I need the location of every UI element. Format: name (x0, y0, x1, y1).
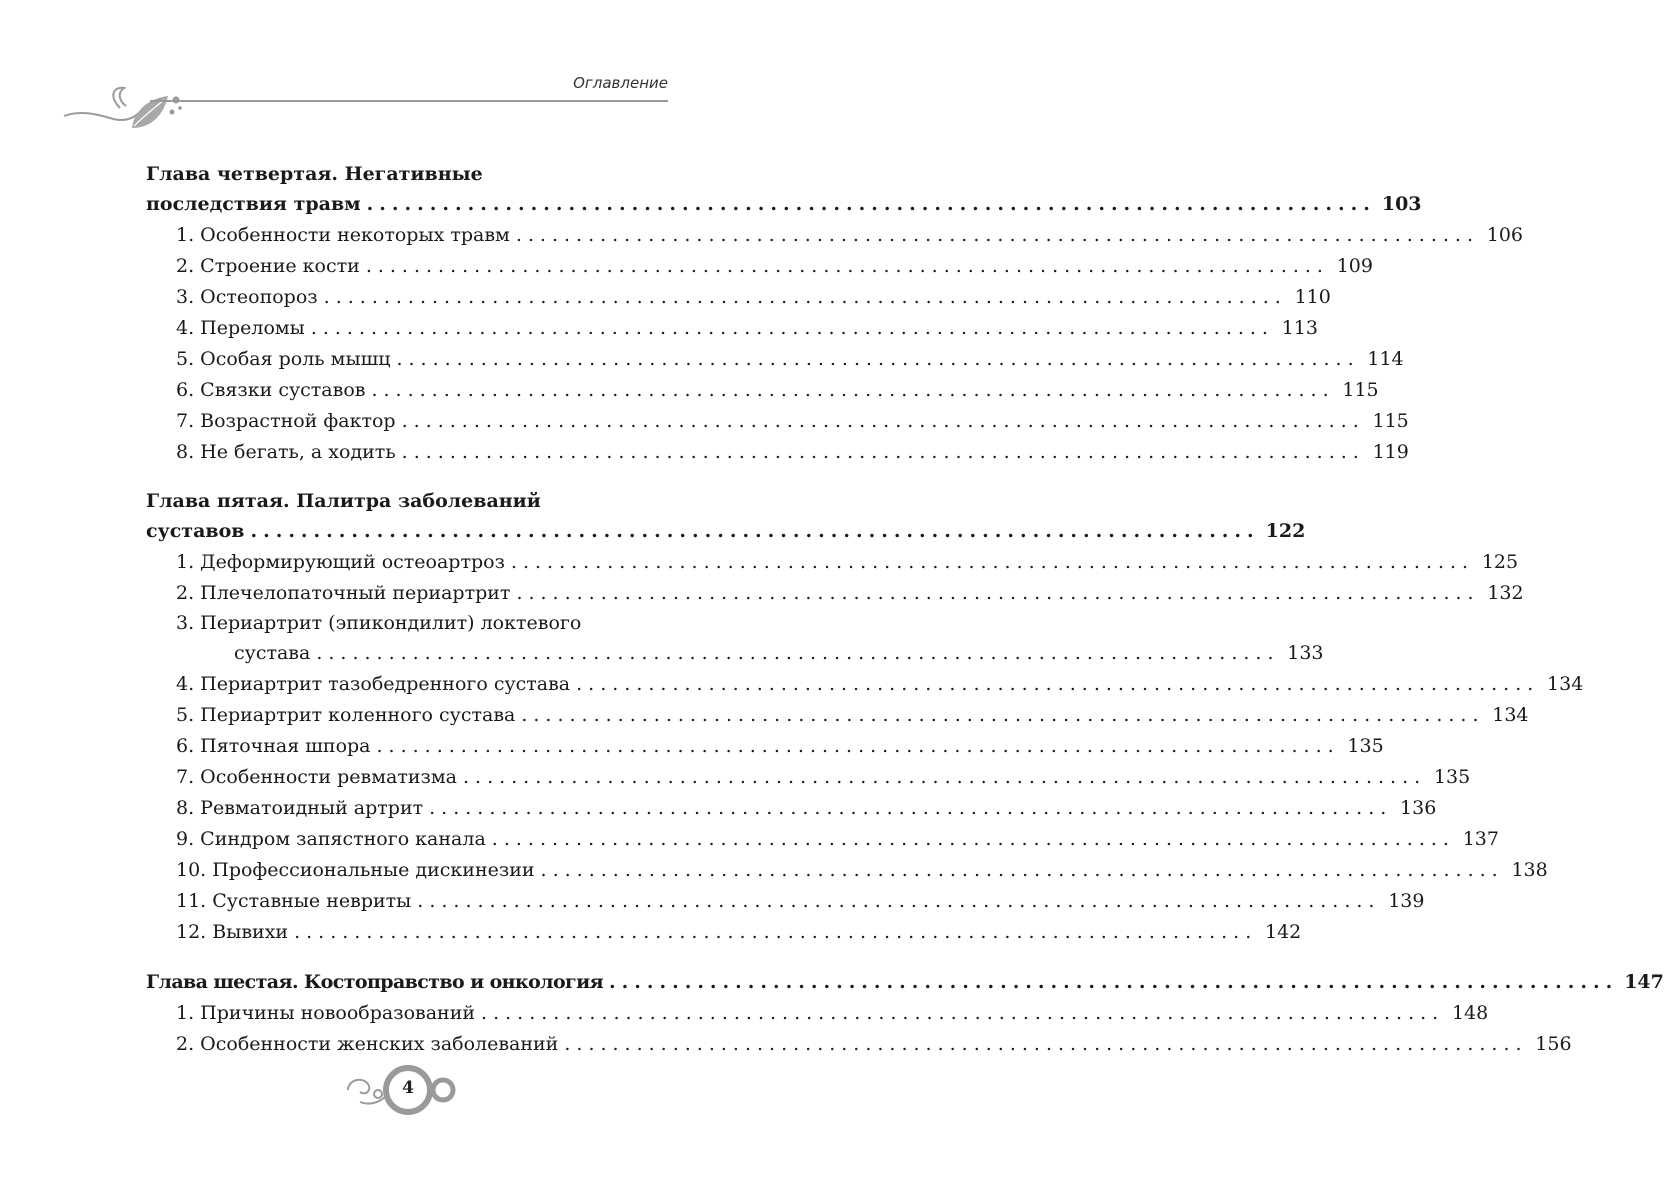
page-number: 135 (1433, 766, 1471, 788)
leader-dots: ................................................................................ (371, 379, 1335, 401)
running-title: Оглавление (573, 74, 668, 92)
page-number: 142 (1265, 921, 1302, 943)
leader-dots: ................................................................................ (429, 797, 1393, 819)
chapter-title-line: Глава шестая. Костоправство и онкология (146, 971, 604, 993)
entry-label: 1. Особенности некоторых травм (176, 224, 510, 246)
leader-dots: ................................................................................ (462, 766, 1427, 788)
leader-dots: ................................................................................ (515, 224, 1479, 246)
page-number: 103 (1381, 193, 1422, 215)
toc-entry[interactable] (146, 437, 1409, 468)
page-number: 138 (1511, 859, 1548, 881)
page-number: 133 (1287, 642, 1324, 664)
entry-label: 11. Суставные невриты (176, 890, 412, 912)
page-number: 106 (1486, 224, 1523, 246)
entry-label: 5. Особая роль мышц (176, 348, 391, 370)
leader-dots: ................................................................................ (401, 441, 1365, 463)
chapter-title[interactable] (146, 967, 1664, 998)
page-number: 110 (1294, 286, 1331, 308)
leader-dots: ................................................................................ (401, 410, 1365, 432)
page-number: 119 (1372, 441, 1409, 463)
entry-label: 10. Профессиональные дискинезии (176, 859, 535, 881)
page-number: 114 (1367, 348, 1404, 370)
toc-entry[interactable] (146, 313, 1318, 344)
toc-entry[interactable] (146, 731, 1384, 762)
table-of-contents (146, 160, 1664, 1079)
chapter-title-line: последствия травм (146, 193, 361, 215)
toc-entry[interactable] (146, 855, 1548, 886)
chapter-5 (146, 487, 1584, 948)
chapter-title[interactable] (146, 160, 1422, 220)
leader-dots: ................................................................................ (294, 921, 1258, 943)
toc-entry[interactable] (146, 886, 1425, 917)
toc-entry[interactable] (146, 793, 1437, 824)
toc-entry[interactable] (146, 282, 1331, 313)
entry-label-continuation: сустава (234, 642, 311, 664)
leader-dots: ................................................................................ (481, 1002, 1445, 1024)
page-number: 139 (1388, 890, 1425, 912)
leader-dots: ................................................................................ (609, 971, 1619, 993)
leader-dots: ................................................................................ (540, 859, 1504, 881)
toc-entry[interactable] (146, 917, 1302, 948)
chapter-6 (146, 967, 1664, 1060)
toc-entry[interactable] (146, 1029, 1572, 1060)
leader-dots: ................................................................................ (576, 673, 1540, 695)
leader-dots: ................................................................................ (366, 193, 1376, 215)
toc-entry[interactable] (146, 547, 1519, 578)
chapter-title-line: суставов (146, 520, 245, 542)
page-number: 148 (1451, 1002, 1489, 1024)
leader-dots: ................................................................................ (510, 551, 1475, 573)
entry-label: 8. Ревматоидный артрит (176, 797, 424, 819)
page-number: 113 (1281, 317, 1318, 339)
leader-dots: ................................................................................ (491, 828, 1455, 850)
toc-entry[interactable] (146, 762, 1471, 793)
page-number: 137 (1462, 828, 1499, 850)
entry-label: 7. Возрастной фактор (176, 410, 396, 432)
chapter-title[interactable] (146, 487, 1306, 547)
leader-dots: ................................................................................ (365, 255, 1329, 277)
page-number: 136 (1400, 797, 1437, 819)
toc-entry[interactable] (146, 406, 1409, 437)
chapter-title-line: Глава пятая. Палитра заболеваний (146, 490, 541, 512)
entry-label: 3. Остеопороз (176, 286, 318, 308)
leader-dots: ................................................................................ (564, 1033, 1528, 1055)
entry-label: 7. Особенности ревматизма (176, 766, 457, 788)
page-number: 132 (1487, 582, 1524, 604)
leader-dots: ................................................................................ (310, 317, 1274, 339)
entry-label: 12. Вывихи (176, 921, 289, 943)
chapter-4 (146, 160, 1523, 468)
leaf-swirl-ornament-icon (60, 80, 200, 140)
entry-label: 1. Деформирующий остеоартроз (176, 551, 505, 573)
entry-label: 3. Периартрит (эпикондилит) локтевого (176, 612, 582, 634)
chapter-title-line: Глава четвертая. Негативные (146, 163, 483, 185)
toc-entry[interactable] (146, 700, 1529, 731)
page-number: 115 (1342, 379, 1379, 401)
toc-entry[interactable] (146, 824, 1499, 855)
page-number: 147 (1624, 971, 1664, 993)
leader-dots: ................................................................................ (250, 520, 1260, 542)
leader-dots: ................................................................................ (521, 704, 1485, 726)
entry-label: 5. Периартрит коленного сустава (176, 704, 516, 726)
leader-dots: ................................................................................ (396, 348, 1360, 370)
leader-dots: ................................................................................ (323, 286, 1287, 308)
leader-dots: ................................................................................ (376, 735, 1340, 757)
entry-label: 2. Строение кости (176, 255, 360, 277)
entry-label: 2. Особенности женских заболеваний (176, 1033, 559, 1055)
page-number: 135 (1347, 735, 1384, 757)
leader-dots: ................................................................................ (417, 890, 1381, 912)
page-number: 115 (1372, 410, 1409, 432)
page-number-footer: 4 (402, 1078, 414, 1098)
header-rule (150, 100, 668, 102)
entry-label: 6. Пяточная шпора (176, 735, 371, 757)
page-number: 156 (1535, 1033, 1572, 1055)
toc-entry[interactable] (146, 375, 1379, 406)
entry-label: 4. Периартрит тазобедренного сустава (176, 673, 571, 695)
leader-dots: ................................................................................ (316, 642, 1280, 664)
page-number: 125 (1481, 551, 1519, 573)
toc-entry[interactable] (146, 669, 1584, 700)
entry-label: 1. Причины новообразований (176, 1002, 476, 1024)
toc-entry[interactable] (146, 578, 1524, 609)
entry-label: 2. Плечелопаточный периартрит (176, 582, 511, 604)
entry-label: 6. Связки суставов (176, 379, 366, 401)
toc-entry[interactable] (146, 220, 1523, 251)
entry-label: 4. Переломы (176, 317, 305, 339)
toc-entry[interactable] (146, 609, 1324, 669)
entry-label: 9. Синдром запястного канала (176, 828, 486, 850)
toc-entry[interactable] (146, 998, 1489, 1029)
entry-label: 8. Не бегать, а ходить (176, 441, 396, 463)
page-number: 122 (1265, 520, 1306, 542)
toc-entry[interactable] (146, 251, 1373, 282)
toc-entry[interactable] (146, 344, 1404, 375)
leader-dots: ................................................................................ (516, 582, 1480, 604)
page-number: 134 (1492, 704, 1529, 726)
page-number: 109 (1336, 255, 1373, 277)
page-number: 134 (1547, 673, 1584, 695)
